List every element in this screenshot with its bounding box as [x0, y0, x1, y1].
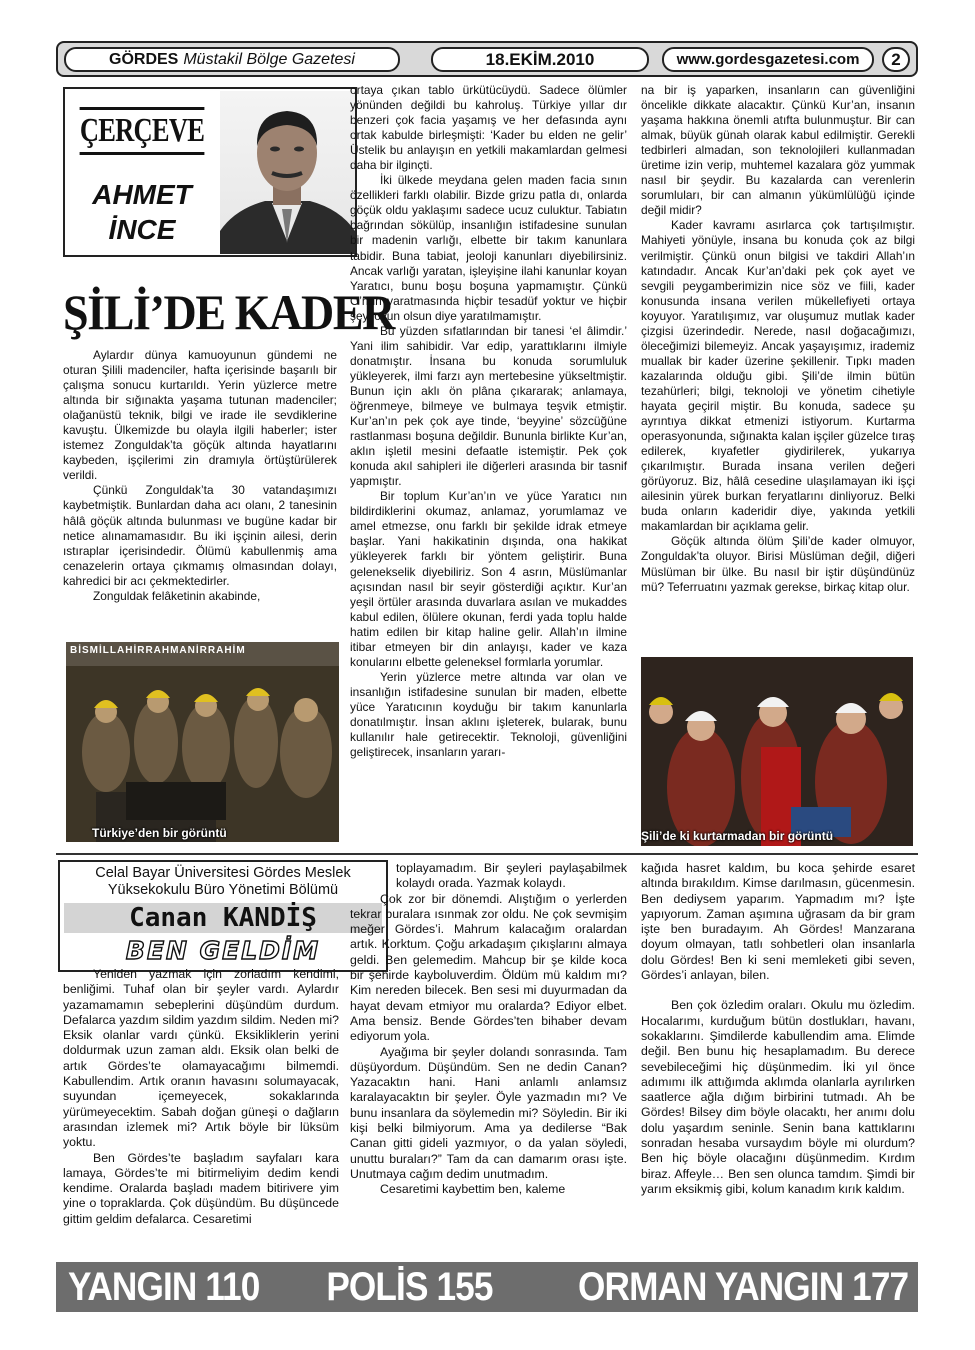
paper-subtitle: Müstakil Bölge Gazetesi [183, 50, 355, 68]
paragraph: Cesaretimi kaybettim ben, kaleme [380, 1182, 566, 1197]
forest-fire-number: ORMAN YANGIN 177 [577, 1265, 908, 1309]
paragraph: Aylardır dünya kamuoyunun gündemi ne oturan Şilili madenciler, hafta içerisinde başarılı bir çalışma sonucu kurtarıldı. Yerin yüzlerce metre altında bir sığınakta yaşama tutunan madenciler; olağanüstü teknik, bilgi ve irade ile sevdiklerine kavuştu. Ülkemizde bu olayla ilgili haberler; ister istemez Zonguldak’ta göçük altında hayatlarını kaybeden, işçilerimi zin dramıyla örtüştürülerek verildi. [63, 348, 337, 483]
website-url: www.gordesgazetesi.com [662, 47, 874, 72]
masthead-bar [56, 41, 918, 77]
paragraph: Çok zor bir dönemdi. Alıştığım o yerlerden tekrar buralara ısınmak zor oldu. Ne çok sevmişim meğer Gördes’i. Mahrum kalacağım oralardan artık. Korktum. Çoğu arkadaşım çıkışlarını almaya geldi. Ben gelemedim. Mahcup bir şe kilde koca bir şehirde kayboluverdim. Öldüm mü kaldım mı? Kim nereden bilecek. Ben sesi mi duyurmadan da hayat devam etmiyor mu oralarda? Ediyor elbet. Ama bensiz. Bende Gördes’ten bihaber devam ediyorum yola. [350, 891, 627, 1044]
emergency-numbers-bar [56, 1262, 918, 1312]
paragraph: Göçük altında ölüm Şili’de kader olmuyor, Zonguldak’ta oluyor. Birisi Müslüman değil, diğeri Müslüman bir ülke. Bu nasıl bir iştir düşündünüz mü? Teferruatını yazmak gerekse, birkaç kitap olur. [641, 534, 915, 594]
paragraph: Kader kavramı asırlarca çok tartışılmıştır. Mahiyeti yönüyle, insana bu konuda çok az bilgi verilmiştir. Çünkü onun bilgisi ve takdiri Allah’ın katındadır. Ancak Kur’an’daki pek çok ayet ve sevgili peygamberimizin nice söz ve fiili, kader konusunda insana verilen mükellefiyeti ortaya koyuyor. Yaratılışımız, var oluşumuz mutlak kader çizgisi üzerindedir. Nerede, nasıl doğacağımızı, öleceğimizi bilemeyiz. Ancak yaşayışımız, irademiz muallak bir kader üzerine şekillenir. Tıpkı maden kazalarında olduğu gibi. Şili’de ilmin bütün tezahürleri; bilgi, teknoloji ve yönetim cihetiyle hayata geçiril miştir. Bu konuda, sadece şu ayrıntıya dikkat etmenizi istiyorum. Kurtarma operasyonunda, sığınakta kalan işçiler güzelce tıraş edilerek, kıyafetler giydirilerek, yukarıya çıkarılmıştır. Burada insana verilen değeri görüyoruz. Biz, hâlâ cesedine ulaşılamayan iki işçi ailesinin yürek burkan feryatlarını dinliyoruz. Belki buda onların kaderidir diye, yakında yetkili makamlardan bir açıklama gelir. [641, 218, 915, 534]
article2-header-box [58, 860, 388, 972]
paragraph: Ben Gördes’te başladım sayfaları kara lamaya, Gördes’te mi bitirmeliyim dedim kendi kendime. Oralarda başladı madem bitirivere yim yine o topraklarda. Çok düşündüm. Bu düşüncede gittim geldim defalarca. Cesaretimi [63, 1150, 339, 1226]
article-column-1 [63, 348, 337, 604]
author-photo [220, 91, 355, 254]
paragraph: Bir toplum Kur’an’ın ve yüce Yaratıcı nın bildirdiklerini okumaz, anlamaz, yorumlamaz ve amel etmezse, onu farklı bir şekilde idrak etmeye başlar. Yani hakikatinin dışında, ona hakikat yükleyerek farklı bir yöntem geliştirir. Buna gelenekselik diyebiliriz. Son 4 asrın, Müslümanlar açısından nasıl bir seyir gösterdiği açıktır. Kur’an yeşil örtüler arasında duvarlara asılan ve mukaddes kabul edilen, ölülere okunan, ferdi yada toplu halde hatim edilen bir kitap haline gelir. Allah’ın ilmine itibar etmeyen bir din anlayışı, kader ve kaza konularını elbette geleneksel formlarla yorumlar. [350, 489, 627, 669]
author-name: Canan KANDİŞ [129, 903, 317, 933]
photo-chile-rescue [641, 657, 913, 846]
paragraph: toplayamadım. Bir şeyleri paylaşabilmek kolaydı orada. Yazmak kolaydı. [396, 861, 627, 891]
paragraph: ortaya çıkan tablo ürkütücüydü. Sadece ölümler yönünden değildi bu kahroluş. Türkiye yıllar dır benzeri çok facia yaşamış ve her defasında aynı ortak kabulde birleşmişti: ‘Kader bu elden ne gelir’ Üstelik bu anlayışın en yetkili makamlardan gelmesi daha bir ilginçti. [350, 83, 627, 173]
author-name: AHMET İNCE [92, 179, 192, 245]
paper-title [64, 47, 400, 72]
column-logo: ÇERÇEVE [84, 95, 199, 167]
paragraph: Zonguldak felâketinin akabinde, [93, 588, 261, 603]
author-band [64, 903, 382, 933]
article2-column-1 [63, 967, 339, 1227]
article2-column-2 [350, 861, 627, 1198]
police-number: POLİS 155 [326, 1265, 493, 1309]
paragraph: kağıda hasret kaldım, bu koca şehirde esaret altında bırakıldım. Kimse darılmasın, gücenmesin. Ben dediysem yaparım. Yapmadım mı? İşte yapıyorum. Zaman aşımına uğrasam da bir gram işte ben buradayım. Ah Gördes! Manzarana doyum olmayan, tatlı sohbetleri olan insanlarla dolu Gördes! Ben ki seni memleketi gibi seven, Gördes’i anlayan, bilen. [641, 861, 915, 983]
photo-turkey-miners [66, 642, 339, 842]
paper-name: GÖRDES [109, 50, 179, 68]
section-divider [56, 853, 918, 855]
article-column-3 [641, 83, 915, 595]
paragraph: na bir iş yaparken, insanların can güvenliğini öncelikle dikkate alacaktır. Çünkü Kur’an, insanın yaşama hakkına önemli atıfta bulunmuştur. Bir can almak, büyük günah olarak kabul edilmiştir. Gerekli tedbirleri almadan, son teknolojileri kullanmadan üretime izin verip, muhtemel kazalara göz yummak nasıl bir şeydir. Bu kazalarda can verenlerin sorumluları, bir can almanın yükümlülüğü içinde değil midir? [641, 83, 915, 218]
article-column-2 [350, 83, 627, 760]
paragraph: Ben çok özledim oraları. Okulu mu özledim. Hocalarımı, kurduğum bütün dostlukları, havanı, sokaklarını. Şimdilerde kabullendim ama. Elimde değil. Ben bunu hiç hesaplamadım. Bu derece sevebileceğimi hiç düşünmedim. İki yıl önce adımımı ilk attığımda aklımda olanlarla ayrılırken saatlerce ağla dığım birbirini tutmadı. Ah be Gördes! Bilsey dim böyle olacaktı, her anımı dolu dolu yaşardım seninle. Senin bana kattıklarını sonradan hesaba vursaydım böyle mi olurdum? Ben hiç böyle olacağını düşünmedim. Kırdım biraz. Affeyle… Ben sen olunca tamdım. Şimdi bir yarım eksikmiş gibi, kolum kanadım kırık kaldım. [641, 998, 915, 1196]
article2-column-3 [641, 861, 915, 1197]
paragraph: İki ülkede meydana gelen maden facia sının özellikleri farklı olabilir. Bizde grizu patla dı, onlarda göçük oldu yaklaşımı sadece ucuz culuktur. Tabiatın bağrından sökülüp, insanlığın istifadesine sunulan bir madenin varlığı, elbette bir takım kanunlara tabidir. Buna tabiat, jeoloji kanunları diyebilirsiniz. Ancak varlığı yaratan, işleyişine ilahi kanunlar koyan Yaratıcı, bunu boşu boşuna yapmamıştır. Çünkü O’nun yaratmasında hiçbir tesadüf yoktur ve hiçbir şey, oyun olsun diye yaratılmamıştır. [350, 173, 627, 323]
article-headline: ŞİLİ’DE KADER [63, 284, 394, 340]
photo-caption: Türkiye’den bir görüntü [92, 826, 227, 840]
paragraph: Çünkü Zonguldak’ta 30 vatandaşımızı kaybetmiştik. Bunlardan daha acı olanı, 2 tanesinin hâlâ göçük altında bulunması ve bugüne kadar bir netice alınamamasıdır. Bu iki işçinin ailesi, derin ıstıraplar içerisindedir. Ölümü kabullenmiş ama cenazelerin ortaya çıkmamış olmasından dolayı, kahredici bir acı çekmektedirler. [63, 483, 337, 588]
photo-caption: Şili’de ki kurtarmadan bir görüntü [641, 829, 834, 843]
article-headline: BEN GELDİM [125, 936, 321, 965]
page-number: 2 [882, 47, 910, 72]
author-institution: Celal Bayar Üniversitesi Gördes Meslek Yüksekokulu Büro Yönetimi Bölümü [95, 865, 351, 898]
paragraph: Yeniden yazmak için zorladım kendimi, benliğimi. Tuhaf olan bir şeyler vardı. Aylardır yazamamamın sebeplerini düşündüm durdum. Defalarca yazdım sildim yazdım sildim. Neden mi? Eksik olanlar vardı çünkü. Eksikliklerin yerini doldurmak uzun zaman aldı. Eksik olan belki de artık Gördes’te olamayacağımı bilmemdi. Kabullendim. Artık oranın havasını solumayacak, suyundan içemeyecek, sokaklarında yürümeyecektim. Sabah doğan güneşi o dağların arasından izlemek mi? Artık böyle bir lüksüm yoktu. [63, 967, 339, 1150]
photo-banner-text: BİSMİLLAHİRRAHMANİRRAHİM [70, 645, 246, 656]
paragraph: Ayağıma bir şeyler dolandı sonrasında. Tam düşüyordum. Düşündüm. Sen ne dedin Canan? Yazacaktın hani. Hani anlamlı anlamsız karalayacaktın bir şeyler. Öyle yazmadın mı? Ve bunu insanlara da söylemedin mi? Söyledin. Bir iki kişi belki bilmiyorum. Ama ya dedilerse “Bak Canan gitti gideli yazmıyor, o da yalan söyledi, unuttu buraları?” Tam da can damarım orası işte. Unutmaya cağım dedim unutmadım. [350, 1044, 627, 1181]
column-header-box [63, 87, 357, 257]
fire-number: YANGIN 110 [68, 1265, 260, 1309]
paragraph: Yerin yüzlerce metre altında var olan ve insanlığın istifadesine sunulan bir maden, elbette yüce Yaratıcının koyduğu bir takım kanunlarla donatılmıştır. İnsan aklını işleterek, bularak, bunu kullanılır hale getirecektir. Teknoloji, güvenliğini geliştirecek, insanların yararı- [350, 669, 627, 760]
paragraph: Bu yüzden sıfatlarından bir tanesi ‘el âlimdir.’ Yani ilim sahibidir. Var edip, yarattıklarını ilmiyle donatmıştır. İnsana bu konuda sorumluluk yükleyerek, ilmi farzı ayn mertebesine yükseltmiştir. Bunun için aklı ön plâna çıkararak; anlamaya, öğrenmeye, bilmeye ve bulmaya teşvik etmiştir. Kur’an’ın pek çok aye tinde, ‘beyyine’ sözcüğüne rastlanması boşuna değildir. Bununla birlikte Kur’an, aklın işletil mesini defaatle istemiştir. Pek çok konuda akıl sahipleri ile diğerleri arasında bir tasnif yapmıştır. [350, 323, 627, 489]
issue-date: 18.EKİM.2010 [431, 47, 649, 72]
